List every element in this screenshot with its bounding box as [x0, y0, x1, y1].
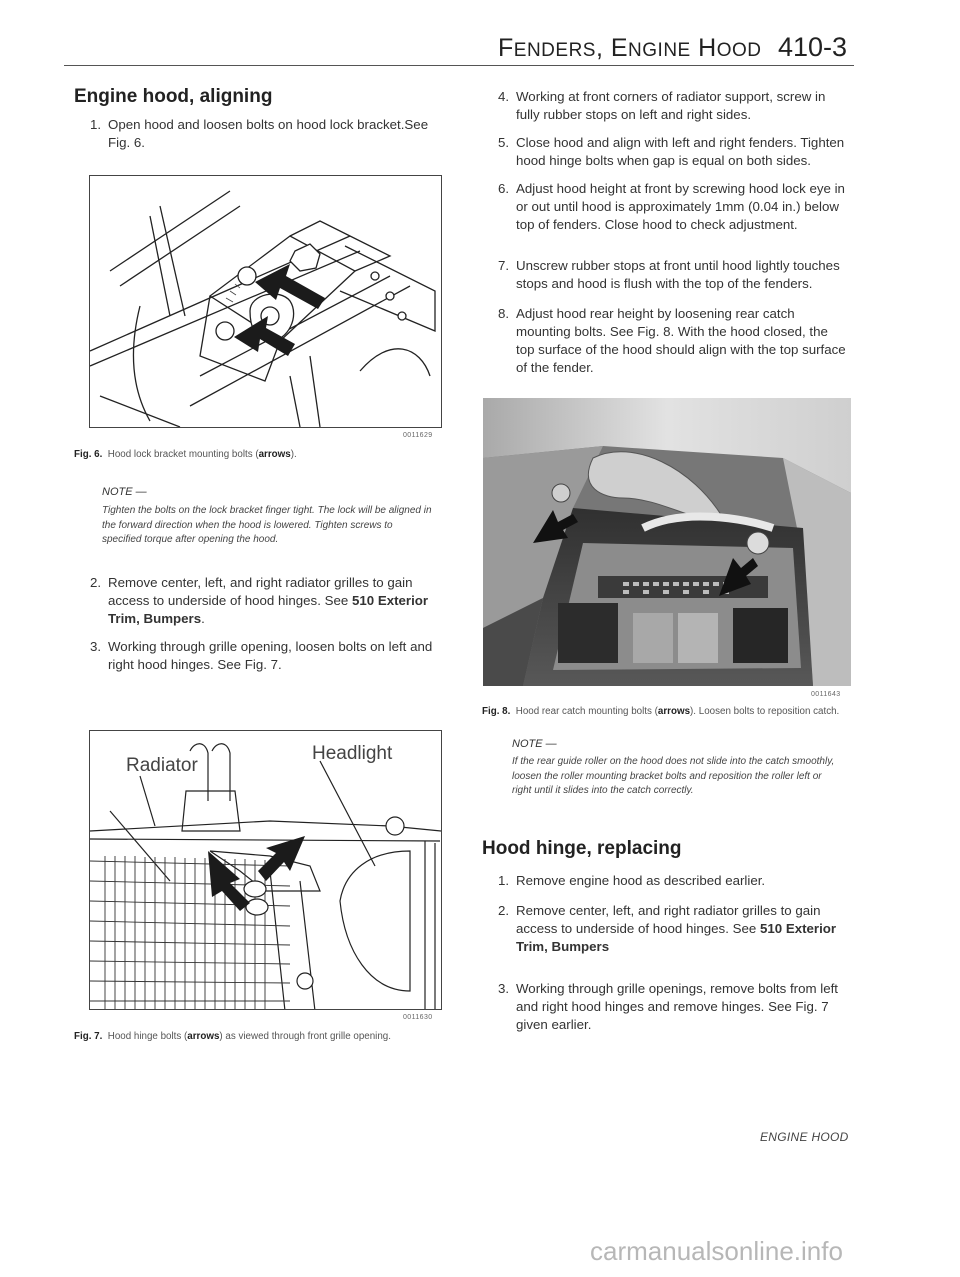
- step-8-align: 8. Adjust hood rear height by loosening rear catch mounting bolts. See Fig. 8. With the hood closed, the top surface of the hood should align with the top surface of the fender.: [498, 306, 846, 375]
- step-1-hinge: 1. Remove engine hood as described earlier.: [498, 873, 766, 888]
- hood-lock-bracket-illustration: [90, 176, 441, 427]
- running-header-title: FENDERS, ENGINE HOOD: [498, 34, 762, 62]
- figure-6-caption: Fig. 6. Hood lock bracket mounting bolts (arrows).: [74, 449, 297, 460]
- step-2-hinge: 2. Remove center, left, and right radiator grilles to gain access to underside of hood hinges. See 510 Exterior Trim, Bumpers: [498, 903, 837, 954]
- figure-6-hood-lock-bracket: [89, 175, 442, 428]
- note-2-heading: NOTE —: [512, 738, 557, 750]
- figure-7-hood-hinge: [89, 730, 442, 1010]
- section-title-engine-hood-aligning: Engine hood, aligning: [74, 86, 273, 107]
- note-1-body: Tighten the bolts on the lock bracket finger tight. The lock will be aligned in the forward direction when the hood is lowered. Tighten screws to specified torque after opening the hood.: [102, 505, 432, 545]
- watermark-text: carmanualsonline.info: [590, 1236, 843, 1266]
- figure-7-caption: Fig. 7. Hood hinge bolts (arrows) as viewed through front grille opening.: [74, 1031, 391, 1042]
- step-2-align: 2. Remove center, left, and right radiator grilles to gain access to underside of hood hinges. See 510 Exterior Trim, Bumpers.: [90, 575, 429, 626]
- figure-7-code: 0011630: [403, 1014, 433, 1021]
- figure-8-caption: Fig. 8. Hood rear catch mounting bolts (arrows). Loosen bolts to reposition catch.: [482, 706, 840, 717]
- step-4-align: 4. Working at front corners of radiator support, screw in fully rubber stops on left and right sides.: [498, 89, 826, 122]
- label-radiator: Radiator: [126, 755, 198, 776]
- header-rule: [64, 65, 854, 66]
- hood-rear-catch-photo: [483, 398, 851, 686]
- note-1-heading: NOTE —: [102, 486, 147, 498]
- figure-8-photo: [483, 398, 851, 686]
- figure-8-code: 0011643: [811, 691, 841, 698]
- note-2-body: If the rear guide roller on the hood does not slide into the catch smoothly, loosen the roller mounting bracket bolts and reposition the roller left or right until it slides into the catch correctly.: [512, 756, 835, 796]
- step-3-hinge: 3. Working through grille openings, remove bolts from left and right hood hinges and remove hinges. See Fig. 7 given earlier.: [498, 981, 838, 1032]
- page-number: 410-3: [778, 32, 848, 62]
- label-headlight: Headlight: [312, 743, 393, 764]
- step-6-align: 6. Adjust hood height at front by screwing hood lock eye in or out until hood is approximately 1mm (0.04 in.) below top of fenders. Close hood to check adjustment.: [498, 181, 845, 232]
- step-3-align: 3. Working through grille opening, loosen bolts on left and right hood hinges. See Fig. 7.: [90, 639, 433, 672]
- step-1-align: 1. Open hood and loosen bolts on hood lock bracket.See Fig. 6.: [90, 117, 429, 150]
- footer-section-name: ENGINE HOOD: [760, 1130, 849, 1144]
- section-title-hood-hinge-replacing: Hood hinge, replacing: [482, 838, 682, 859]
- step-5-align: 5. Close hood and align with left and right fenders. Tighten hood hinge bolts when gap is equal on both sides.: [498, 135, 845, 168]
- step-7-align: 7. Unscrew rubber stops at front until hood lightly touches stops and hood is flush with the top of the fenders.: [498, 258, 840, 291]
- figure-6-code: 0011629: [403, 432, 433, 439]
